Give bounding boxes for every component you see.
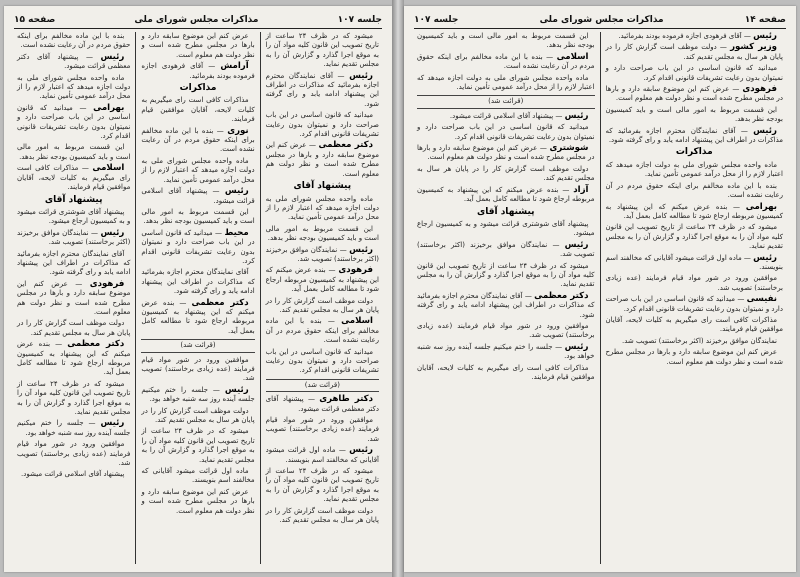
columns — [412, 32, 788, 564]
paragraph: نمايندگان موافق برخيزند (اكثر برخاستند) تصويب شد. — [621, 336, 777, 345]
vote-note: (قرائت شد) — [266, 379, 379, 392]
speaker-name: دكتر معظمى — [67, 339, 125, 350]
paragraph: اين قسمت مربوط به امور مالى است و بايد كميسيون بودجه نظر بدهد. — [417, 32, 595, 50]
paragraph: پيشنهاد آقاى اسلامى قرائت ميشود. — [21, 470, 125, 479]
paragraph: ميشود كه در ظرف ۲۴ ساعت از تاريخ تصويب اين قانون كليه مواد آن را به موقع اجرا گذارد و گزارش آن را به مجلس تقديم نمايد. — [605, 223, 783, 251]
speaker-name: وزير كشور — [730, 42, 777, 53]
section-heading: پيشنهاد آقاى — [44, 194, 103, 205]
page-header — [414, 12, 786, 29]
paragraph: ماده واحده مجلس شوراى ملى به دولت اجازه ميدهد كه اعتبار لازم را از محل درآمد عمومى تأمين نمايد. — [417, 73, 595, 92]
column: اين قسمت مربوط به امور مالى است و بايد كميسيون بودجه نظر بدهد. اسلامى — بنده با اين ماده مخالفم براى اينكه حقوق مردم در آن رعايت نشده است. ماده واحده مجلس شوراى ملى به دولت اجازه ميدهد كه اعتبار لازم را از محل درآمد عمومى تأمين نمايد. (قرائت شد) رئيس — پيشنهاد آقاى اسلامى قرائت ميشود. ميدانيد كه قانون اساسى در اين باب صراحت دارد و نميتوان بدون رعايت تشريفات قانونى اقدام كرد. شوشترى — عرض كنم اين موضوع سابقه دارد و بارها در مجلس مطرح شده است و نظر دولت هم معلوم است. دولت موظف است گزارش كار را در پايان هر سال به مجلس تقديم كند. آزاد — بنده عرض ميكنم كه اين پيشنهاد به كميسيون مربوطه ارجاع شود تا مطالعه كامل بعمل آيد. پيشنهاد آقاى پيشنهاد آقاى شوشترى قرائت ميشود و به كميسيون ارجاع ميشود. رئيس — نمايندگان موافق برخيزند (اكثر برخاستند) تصويب شد. ميشود كه در ظرف ۲۴ ساعت از تاريخ تصويب اين قانون كليه مواد آن را به موقع اجرا گذارد و گزارش آن را به مجلس تقديم نمايد. دكتر معظمى — آقاى نمايندگان محترم اجازه بفرمائيد كه مذاكرات در اطراف اين پيشنهاد ادامه يابد و راى گرفته شود. موافقين ورود در شور مواد قيام فرمايند (عده زيادى برخاستند) تصويب شد. رئيس — جلسه را ختم ميكنيم جلسه آينده روز سه شنبه خواهد بود. مذاكرات كافى است راى ميگيريم به كليات لايحه، آقايان موافقين قيام فرمايند. — [412, 32, 601, 564]
speaker-name: رئيس — [100, 227, 125, 238]
paragraph: جلسه را ختم ميكنيم جلسه آينده روز سه شنبه خواهد بود. — [17, 419, 131, 437]
paragraph: ماده اول قرائت ميشود آقايانى كه مخالفند اسم بنويسند. — [605, 253, 783, 271]
paragraph: ميدانيد كه قانون اساسى در اين باب صراحت دارد و نميتوان بدون رعايت تشريفات قانونى اقدام كرد. — [141, 228, 255, 265]
speaker-name: رئيس — [564, 341, 589, 352]
paragraph: نمايندگان موافق برخيزند (اكثر برخاستند) تصويب شد. — [17, 228, 131, 247]
paragraph: بنده عرض ميكنم كه اين پيشنهاد به كميسيون مربوطه ارجاع شود تا مطالعه كامل بعمل آيد. — [141, 298, 255, 335]
paragraph: پيشنهاد آقاى شوشترى قرائت ميشود و به كميسيون ارجاع ميشود. — [17, 207, 131, 226]
paragraph: ماده اول قرائت ميشود آقايانى كه مخالفند اسم بنويسند. — [141, 467, 255, 485]
paragraph: عرض كنم اين موضوع سابقه دارد و بارها در مجلس مطرح شده است و نظر دولت هم معلوم است. — [141, 487, 255, 515]
speaker-name: شوشترى — [549, 143, 589, 154]
speaker-name: دكتر معظمى — [191, 297, 249, 308]
speaker-name: فرهودى — [338, 265, 374, 276]
paragraph: ميدانيد كه قانون اساسى در اين باب صراحت دارد و نميتوان بدون رعايت تشريفات قانونى اقدام كرد. — [17, 103, 131, 141]
speaker-name: رئيس — [564, 239, 589, 250]
paragraph: پيشنهاد آقاى اسلامى قرائت ميشود. — [449, 111, 554, 120]
header-session: جلسه ۱۰۷ — [337, 15, 382, 25]
paragraph: ميدانيد كه قانون اساسى در اين باب صراحت دارد و نميتوان بدون رعايت تشريفات قانونى اقدام كرد. — [605, 64, 783, 82]
paragraph: آقاى نمايندگان محترم اجازه بفرمائيد كه مذاكرات در اطراف اين پيشنهاد ادامه يابد و راى گرفته شود. — [265, 71, 379, 108]
right-page — [404, 6, 796, 572]
paragraph: موافقين ورود در شور مواد قيام فرمايند (عده زيادى برخاستند) تصويب شد. — [417, 321, 595, 340]
speaker-name: رئيس — [753, 32, 777, 41]
paragraph: دولت موظف است گزارش كار را در پايان هر سال به مجلس تقديم كند. — [17, 319, 131, 337]
paragraph: ميدانيد كه قانون اساسى در اين باب صراحت دارد و نميتوان بدون رعايت تشريفات قانونى اقدام كرد. — [417, 123, 595, 141]
paragraph: پيشنهاد آقاى دكتر معظمى قرائت ميشود. — [17, 52, 131, 71]
column: بنده با اين ماده مخالفم براى اينكه حقوق مردم در آن رعايت نشده است. رئيس — پيشنهاد آقاى دكتر معظمى قرائت ميشود. ماده واحده مجلس شوراى ملى به دولت اجازه ميدهد كه اعتبار لازم را از محل درآمد عمومى تأمين نمايد. بهرامى — ميدانيد كه قانون اساسى در اين باب صراحت دارد و نميتوان بدون رعايت تشريفات قانونى اقدام كرد. اين قسمت مربوط به امور مالى است و بايد كميسيون بودجه نظر بدهد. اسلامى — مذاكرات كافى است راى ميگيريم به كليات لايحه، آقايان موافقين قيام فرمايند. پيشنهاد آقاى پيشنهاد آقاى شوشترى قرائت ميشود و به كميسيون ارجاع ميشود. رئيس — نمايندگان موافق برخيزند (اكثر برخاستند) تصويب شد. آقاى نمايندگان محترم اجازه بفرمائيد كه مذاكرات در اطراف اين پيشنهاد ادامه يابد و راى گرفته شود. فرهودى — عرض كنم اين موضوع سابقه دارد و بارها در مجلس مطرح شده است و نظر دولت هم معلوم است. دولت موظف است گزارش كار را در پايان هر سال به مجلس تقديم كند. دكتر معظمى — بنده عرض ميكنم كه اين پيشنهاد به كميسيون مربوطه ارجاع شود تا مطالعه كامل بعمل آيد. ميشود كه در ظرف ۲۴ ساعت از تاريخ تصويب اين قانون كليه مواد آن را به موقع اجرا گذارد و گزارش آن را به مجلس تقديم نمايد. رئيس — جلسه را ختم ميكنيم جلسه آينده روز سه شنبه خواهد بود. موافقين ورود در شور مواد قيام فرمايند (عده زيادى برخاستند) تصويب شد. پيشنهاد آقاى اسلامى قرائت ميشود. — [12, 32, 136, 564]
paragraph: ميدانيد كه قانون اساسى در اين باب صراحت دارد و نميتوان بدون رعايت تشريفات قانونى اقدام كرد. — [265, 347, 379, 375]
speaker-name: محيط — [224, 227, 249, 238]
paragraph: اين قسمت مربوط به امور مالى است و بايد كميسيون بودجه نظر بدهد. — [141, 207, 255, 226]
column: ميشود كه در ظرف ۲۴ ساعت از تاريخ تصويب اين قانون كليه مواد آن را به موقع اجرا گذارد و گزارش آن را به مجلس تقديم نمايد. رئيس — آقاى نمايندگان محترم اجازه بفرمائيد كه مذاكرات در اطراف اين پيشنهاد ادامه يابد و راى گرفته شود. ميدانيد كه قانون اساسى در اين باب صراحت دارد و نميتوان بدون رعايت تشريفات قانونى اقدام كرد. دكتر معظمى — عرض كنم اين موضوع سابقه دارد و بارها در مجلس مطرح شده است و نظر دولت هم معلوم است. پيشنهاد آقاى ماده واحده مجلس شوراى ملى به دولت اجازه ميدهد كه اعتبار لازم را از محل درآمد عمومى تأمين نمايد. اين قسمت مربوط به امور مالى است و بايد كميسيون بودجه نظر بدهد. رئيس — نمايندگان موافق برخيزند (اكثر برخاستند) تصويب شد. فرهودى — بنده عرض ميكنم كه اين پيشنهاد به كميسيون مربوطه ارجاع شود تا مطالعه كامل بعمل آيد. دولت موظف است گزارش كار را در پايان هر سال به مجلس تقديم كند. اسلامى — بنده با اين ماده مخالفم براى اينكه حقوق مردم در آن رعايت نشده است. ميدانيد كه قانون اساسى در اين باب صراحت دارد و نميتوان بدون رعايت تشريفات قانونى اقدام كرد. (قرائت شد) دكتر طاهرى — پيشنهاد آقاى دكتر معظمى قرائت ميشود. موافقين ورود در شور مواد قيام فرمايند (عده زيادى برخاستند) تصويب شد. رئيس — ماده اول قرائت ميشود آقايانى كه مخالفند اسم بنويسند. ميشود كه در ظرف ۲۴ ساعت از تاريخ تصويب اين قانون كليه مواد آن را به موقع اجرا گذارد و گزارش آن را به مجلس تقديم نمايد. دولت موظف است گزارش كار را در پايان هر سال به مجلس تقديم كند. — [265, 32, 379, 525]
paragraph: ميشود كه در ظرف ۲۴ ساعت از تاريخ تصويب اين قانون كليه مواد آن را به موقع اجرا گذارد و گزارش آن را به مجلس تقديم نمايد. — [265, 32, 379, 69]
speaker-name: رئيس — [224, 384, 249, 395]
section-heading: پيشنهاد آقاى — [476, 206, 535, 217]
speaker-name: بهرامى — [93, 102, 125, 113]
speaker-name: آزاد — [573, 184, 589, 195]
speaker-name: نفيسى — [746, 294, 777, 305]
header-title: مذاكرات مجلس شوراى ملى — [134, 15, 259, 25]
speaker-name: اسلامى — [92, 163, 125, 174]
paragraph: دولت موظف است گزارش كار را در پايان هر سال به مجلس تقديم كند. — [265, 506, 379, 525]
section-heading: پيشنهاد آقاى — [293, 181, 352, 192]
speaker-name: دكتر معظمى — [318, 140, 373, 151]
paragraph: اين قسمت مربوط به امور مالى است و بايد كميسيون بودجه نظر بدهد. — [265, 224, 379, 243]
speaker-name: رئيس — [753, 125, 777, 136]
paragraph: ميشود كه در ظرف ۲۴ ساعت از تاريخ تصويب اين قانون كليه مواد آن را به موقع اجرا گذارد و گزارش آن را به مجلس تقديم نمايد. — [17, 379, 131, 417]
paragraph: موافقين ورود در شور مواد قيام فرمايند (عده زيادى برخاستند) تصويب شد. — [265, 416, 379, 443]
paragraph: اين قسمت مربوط به امور مالى است و بايد كميسيون بودجه نظر بدهد. — [605, 105, 783, 124]
speaker-name: بهرامى — [745, 201, 778, 212]
paragraph: مذاكرات كافى است راى ميگيريم به كليات لايحه، آقايان موافقين قيام فرمايند. — [605, 315, 783, 334]
paragraph: اين قسمت مربوط به امور مالى است و بايد كميسيون بودجه نظر بدهد. — [17, 143, 131, 161]
paragraph: مذاكرات كافى است راى ميگيريم به كليات لايحه، آقايان موافقين قيام فرمايند. — [417, 363, 595, 381]
paragraph: عرض كنم اين موضوع سابقه دارد و بارها در مجلس مطرح شده است و نظر دولت هم معلوم است. — [17, 279, 131, 316]
speaker-name: رئيس — [349, 70, 373, 81]
speaker-name: رئيس — [349, 445, 373, 456]
speaker-name: رئيس — [100, 418, 125, 429]
paragraph: نمايندگان موافق برخيزند (اكثر برخاستند) تصويب شد. — [417, 240, 595, 259]
paragraph: بنده با اين ماده مخالفم براى اينكه حقوق مردم در آن رعايت نشده است. — [265, 317, 379, 345]
header-title: مذاكرات مجلس شوراى ملى — [539, 15, 664, 25]
paragraph: دولت موظف است گزارش كار را در پايان هر سال به مجلس تقديم كند. — [265, 296, 379, 314]
paragraph: نمايندگان موافق برخيزند (اكثر برخاستند) تصويب شد. — [265, 245, 379, 263]
paragraph: بنده با اين ماده مخالفم براى اينكه حقوق مردم در آن رعايت نشده است. — [605, 181, 783, 200]
paragraph: آقاى نمايندگان محترم اجازه بفرمائيد كه مذاكرات در اطراف اين پيشنهاد ادامه يابد و راى گرفته شود. — [17, 249, 131, 277]
paragraph: موافقين ورود در شور مواد قيام فرمايند (عده زيادى برخاستند) تصويب شد. — [17, 440, 131, 468]
page-header — [14, 12, 382, 29]
paragraph: ماده واحده مجلس شوراى ملى به دولت اجازه ميدهد كه اعتبار لازم را از محل درآمد عمومى تأمين نمايد. — [141, 156, 255, 184]
paragraph: مذاكرات كافى است راى ميگيريم به كليات لايحه، آقايان موافقين قيام فرمايند. — [141, 96, 255, 124]
paragraph: جلسه را ختم ميكنيم جلسه آينده روز سه شنبه خواهد بود. — [417, 342, 595, 361]
column: رئيس — آقاى فرهودى اجازه فرموده بودند بفرمائيد. وزير كشور — دولت موظف است گزارش كار را در پايان هر سال به مجلس تقديم كند. ميدانيد كه قانون اساسى در اين باب صراحت دارد و نميتوان بدون رعايت تشريفات قانونى اقدام كرد. فرهودى — عرض كنم اين موضوع سابقه دارد و بارها در مجلس مطرح شده است و نظر دولت هم معلوم است. اين قسمت مربوط به امور مالى است و بايد كميسيون بودجه نظر بدهد. رئيس — آقاى نمايندگان محترم اجازه بفرمائيد كه مذاكرات در اطراف اين پيشنهاد ادامه يابد و راى گرفته شود. مذاكرات ماده واحده مجلس شوراى ملى به دولت اجازه ميدهد كه اعتبار لازم را از محل درآمد عمومى تأمين نمايد. بنده با اين ماده مخالفم براى اينكه حقوق مردم در آن رعايت نشده است. بهرامى — بنده عرض ميكنم كه اين پيشنهاد به كميسيون مربوطه ارجاع شود تا مطالعه كامل بعمل آيد. ميشود كه در ظرف ۲۴ ساعت از تاريخ تصويب اين قانون كليه مواد آن را به موقع اجرا گذارد و گزارش آن را به مجلس تقديم نمايد. رئيس — ماده اول قرائت ميشود آقايانى كه مخالفند اسم بنويسند. موافقين ورود در شور مواد قيام فرمايند (عده زيادى برخاستند) تصويب شد. نفيسى — ميدانيد كه قانون اساسى در اين باب صراحت دارد و نميتوان بدون رعايت تشريفات قانونى اقدام كرد. مذاكرات كافى است راى ميگيريم به كليات لايحه، آقايان موافقين قيام فرمايند. نمايندگان موافق برخيزند (اكثر برخاستند) تصويب شد. عرض كنم اين موضوع سابقه دارد و بارها در مجلس مطرح شده است و نظر دولت هم معلوم است. — [605, 32, 783, 366]
speaker-name: اسلامى — [341, 316, 373, 327]
paragraph: بنده با اين ماده مخالفم براى اينكه حقوق مردم در آن رعايت نشده است. — [141, 126, 255, 154]
speaker-name: دكتر معظمى — [534, 290, 589, 301]
paragraph: آقاى نمايندگان محترم اجازه بفرمائيد كه مذاكرات در اطراف اين پيشنهاد ادامه يابد و راى گرفته شود. — [417, 291, 595, 319]
paragraph: ميدانيد كه قانون اساسى در اين باب صراحت دارد و نميتوان بدون رعايت تشريفات قانونى اقدام كرد. — [605, 295, 783, 313]
paragraph: ماده اول قرائت ميشود آقايانى كه مخالفند اسم بنويسند. — [265, 446, 379, 464]
paragraph: آقاى نمايندگان محترم اجازه بفرمائيد كه مذاكرات در اطراف اين پيشنهاد ادامه يابد و راى گرفته شود. — [141, 268, 255, 296]
paragraph: ماده واحده مجلس شوراى ملى به دولت اجازه ميدهد كه اعتبار لازم را از محل درآمد عمومى تأمين نمايد. — [265, 194, 379, 222]
columns — [12, 32, 384, 564]
paragraph: ميشود كه در ظرف ۲۴ ساعت از تاريخ تصويب اين قانون كليه مواد آن را به موقع اجرا گذارد و گزارش آن را به مجلس تقديم نمايد. — [141, 427, 255, 464]
book-gutter — [392, 0, 404, 577]
speaker-name: آرامش — [220, 61, 249, 72]
paragraph: پيشنهاد آقاى شوشترى قرائت ميشود و به كميسيون ارجاع ميشود. — [417, 219, 595, 238]
paragraph: موافقين ورود در شور مواد قيام فرمايند (عده زيادى برخاستند) تصويب شد. — [141, 355, 255, 383]
paragraph: ميدانيد كه قانون اساسى در اين باب صراحت دارد و نميتوان بدون رعايت تشريفات قانونى اقدام كرد. — [265, 111, 379, 139]
paragraph: پيشنهاد آقاى دكتر معظمى قرائت ميشود. — [265, 395, 379, 413]
left-page — [4, 6, 392, 572]
header-page-number: صفحه ۱۵ — [14, 15, 56, 25]
paragraph: ميشود كه در ظرف ۲۴ ساعت از تاريخ تصويب اين قانون كليه مواد آن را به موقع اجرا گذارد و گزارش آن را به مجلس تقديم نمايد. — [265, 467, 379, 504]
paragraph: بنده عرض ميكنم كه اين پيشنهاد به كميسيون مربوطه ارجاع شود تا مطالعه كامل بعمل آيد. — [605, 202, 783, 220]
header-session: جلسه ۱۰۷ — [414, 15, 459, 25]
paragraph: ماده واحده مجلس شوراى ملى به دولت اجازه ميدهد كه اعتبار لازم را از محل درآمد عمومى تأمين نمايد. — [17, 73, 131, 101]
paragraph: دولت موظف است گزارش كار را در پايان هر سال به مجلس تقديم كند. — [605, 43, 783, 61]
section-heading: مذاكرات — [179, 83, 217, 94]
paragraph: بنده عرض ميكنم كه اين پيشنهاد به كميسيون مربوطه ارجاع شود تا مطالعه كامل بعمل آيد. — [417, 185, 595, 204]
paragraph: دولت موظف است گزارش كار را در پايان هر سال به مجلس تقديم كند. — [417, 164, 595, 183]
paragraph: بنده با اين ماده مخالفم براى اينكه حقوق مردم در آن رعايت نشده است. — [417, 52, 595, 71]
paragraph: آقاى نمايندگان محترم اجازه بفرمائيد كه مذاكرات در اطراف اين پيشنهاد ادامه يابد و راى گرفته شود. — [605, 126, 783, 145]
paragraph: عرض كنم اين موضوع سابقه دارد و بارها در مجلس مطرح شده است و نظر دولت هم معلوم است. — [605, 85, 783, 103]
speaker-name: فرهودى — [742, 84, 777, 95]
speaker-name: فرهودى — [89, 278, 125, 289]
speaker-name: اسلامى — [556, 51, 589, 62]
paragraph: عرض كنم اين موضوع سابقه دارد و بارها در مجلس مطرح شده است و نظر دولت هم معلوم است. — [605, 348, 783, 366]
paragraph: مذاكرات كافى است راى ميگيريم به كليات لايحه، آقايان موافقين قيام فرمايند. — [17, 164, 131, 192]
paragraph: عرض كنم اين موضوع سابقه دارد و بارها در مجلس مطرح شده است و نظر دولت هم معلوم است. — [265, 141, 379, 178]
column: عرض كنم اين موضوع سابقه دارد و بارها در مجلس مطرح شده است و نظر دولت هم معلوم است. آرامش — آقاى فرهودى اجازه فرموده بودند بفرمائيد. مذاكرات مذاكرات كافى است راى ميگيريم به كليات لايحه، آقايان موافقين قيام فرمايند. نورى — بنده با اين ماده مخالفم براى اينكه حقوق مردم در آن رعايت نشده است. ماده واحده مجلس شوراى ملى به دولت اجازه ميدهد كه اعتبار لازم را از محل درآمد عمومى تأمين نمايد. رئيس — پيشنهاد آقاى اسلامى قرائت ميشود. اين قسمت مربوط به امور مالى است و بايد كميسيون بودجه نظر بدهد. محيط — ميدانيد كه قانون اساسى در اين باب صراحت دارد و نميتوان بدون رعايت تشريفات قانونى اقدام كرد. آقاى نمايندگان محترم اجازه بفرمائيد كه مذاكرات در اطراف اين پيشنهاد ادامه يابد و راى گرفته شود. دكتر معظمى — بنده عرض ميكنم كه اين پيشنهاد به كميسيون مربوطه ارجاع شود تا مطالعه كامل بعمل آيد. (قرائت شد) موافقين ورود در شور مواد قيام فرمايند (عده زيادى برخاستند) تصويب شد. رئيس — جلسه را ختم ميكنيم جلسه آينده روز سه شنبه خواهد بود. دولت موظف است گزارش كار را در پايان هر سال به مجلس تقديم كند. ميشود كه در ظرف ۲۴ ساعت از تاريخ تصويب اين قانون كليه مواد آن را به موقع اجرا گذارد و گزارش آن را به مجلس تقديم نمايد. ماده اول قرائت ميشود آقايانى كه مخالفند اسم بنويسند. عرض كنم اين موضوع سابقه دارد و بارها در مجلس مطرح شده است و نظر دولت هم معلوم است. — [136, 32, 260, 564]
speaker-name: رئيس — [349, 244, 373, 255]
paragraph: عرض كنم اين موضوع سابقه دارد و بارها در مجلس مطرح شده است و نظر دولت هم معلوم است. — [417, 144, 595, 162]
paragraph: بنده عرض ميكنم كه اين پيشنهاد به كميسيون مربوطه ارجاع شود تا مطالعه كامل بعمل آيد. — [265, 266, 379, 294]
vote-note: (قرائت شد) — [141, 339, 254, 352]
paragraph: عرض كنم اين موضوع سابقه دارد و بارها در مجلس مطرح شده است و نظر دولت هم معلوم است. — [141, 32, 255, 59]
paragraph: آقاى فرهودى اجازه فرموده بودند بفرمائيد. — [141, 62, 255, 80]
paragraph: پيشنهاد آقاى اسلامى قرائت ميشود. — [141, 187, 255, 205]
paragraph: بنده با اين ماده مخالفم براى اينكه حقوق مردم در آن رعايت نشده است. — [17, 32, 131, 50]
speaker-name: رئيس — [753, 252, 778, 263]
paragraph: جلسه را ختم ميكنيم جلسه آينده روز سه شنبه خواهد بود. — [141, 385, 255, 404]
paragraph: دولت موظف است گزارش كار را در پايان هر سال به مجلس تقديم كند. — [141, 406, 255, 425]
section-heading: مذاكرات — [675, 147, 713, 158]
paragraph: بنده عرض ميكنم كه اين پيشنهاد به كميسيون مربوطه ارجاع شود تا مطالعه كامل بعمل آيد. — [17, 340, 131, 377]
paragraph: آقاى فرهودى اجازه فرموده بودند بفرمائيد. — [618, 32, 742, 40]
speaker-name: رئيس — [100, 51, 125, 62]
header-page-number: صفحه ۱۴ — [744, 15, 786, 25]
paragraph: موافقين ورود در شور مواد قيام فرمايند (عده زيادى برخاستند) تصويب شد. — [605, 274, 783, 292]
speaker-name: دكتر طاهرى — [319, 394, 373, 405]
speaker-name: رئيس — [224, 186, 249, 197]
vote-note: (قرائت شد) — [417, 95, 595, 108]
speaker-name: رئيس — [564, 110, 589, 121]
speaker-name: نورى — [227, 125, 249, 136]
paragraph: ماده واحده مجلس شوراى ملى به دولت اجازه ميدهد كه اعتبار لازم را از محل درآمد عمومى تأمين نمايد. — [605, 160, 783, 179]
paragraph: ميشود كه در ظرف ۲۴ ساعت از تاريخ تصويب اين قانون كليه مواد آن را به موقع اجرا گذارد و گزارش آن را به مجلس تقديم نمايد. — [417, 261, 595, 289]
